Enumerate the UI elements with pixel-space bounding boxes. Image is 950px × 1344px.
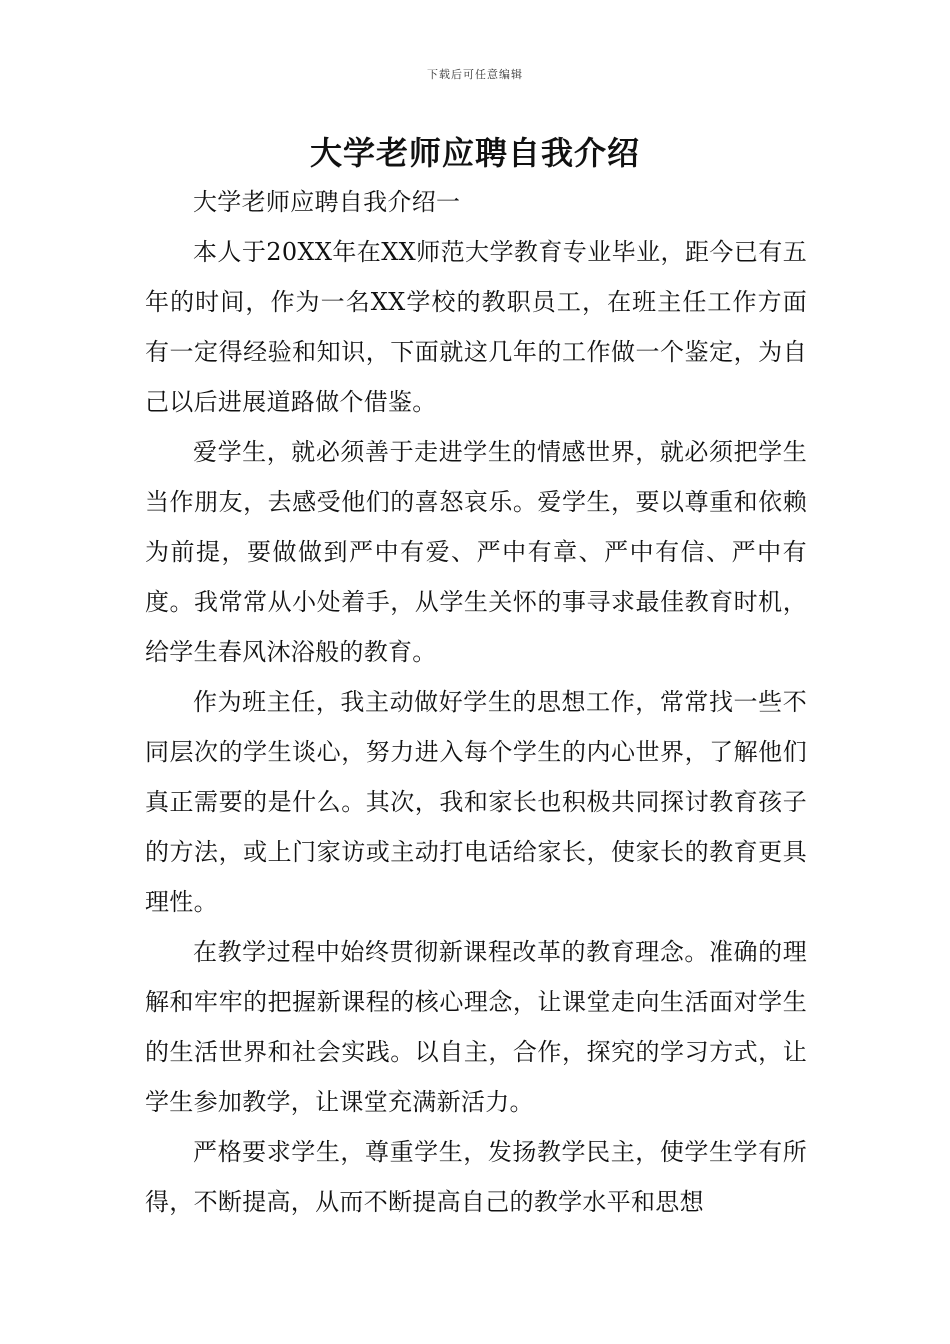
- document-body: [145, 177, 807, 1227]
- paragraph: 作为班主任，我主动做好学生的思想工作，常常找一些不同层次的学生谈心，努力进入每个学生的内心世界，了解他们真正需要的是什么。其次，我和家长也积极共同探讨教育孩子的方法，或上门家访或主动打电话给家长，使家长的教育更具理性。: [145, 688, 807, 916]
- paragraph: 在教学过程中始终贯彻新课程改革的教育理念。准确的理解和牢牢的把握新课程的核心理念，让课堂走向生活面对学生的生活世界和社会实践。以自主，合作，探究的学习方式，让学生参加教学，让课堂充满新活力。: [145, 938, 807, 1116]
- document-title: 大学老师应聘自我介绍: [309, 134, 640, 172]
- paragraph: 爱学生，就必须善于走进学生的情感世界，就必须把学生当作朋友，去感受他们的喜怒哀乐。爱学生，要以尊重和依赖为前提，要做做到严中有爱、严中有章、严中有信、严中有度。我常常从小处着手，从学生关怀的事寻求最佳教育时机，给学生春风沐浴般的教育。: [145, 438, 807, 666]
- paragraph: 严格要求学生，尊重学生，发扬教学民主，使学生学有所得，不断提高，从而不断提高自己的教学水平和思想: [145, 1138, 807, 1216]
- paragraph-subtitle: 大学老师应聘自我介绍一: [193, 188, 461, 216]
- paragraph: 本人于20XX年在XX师范大学教育专业毕业，距今已有五年的时间，作为一名XX学校的教职员工，在班主任工作方面有一定得经验和知识，下面就这几年的工作做一个鉴定，为自己以后进展道路做个借鉴。: [145, 238, 807, 416]
- header-note: 下载后可任意编辑: [427, 68, 523, 81]
